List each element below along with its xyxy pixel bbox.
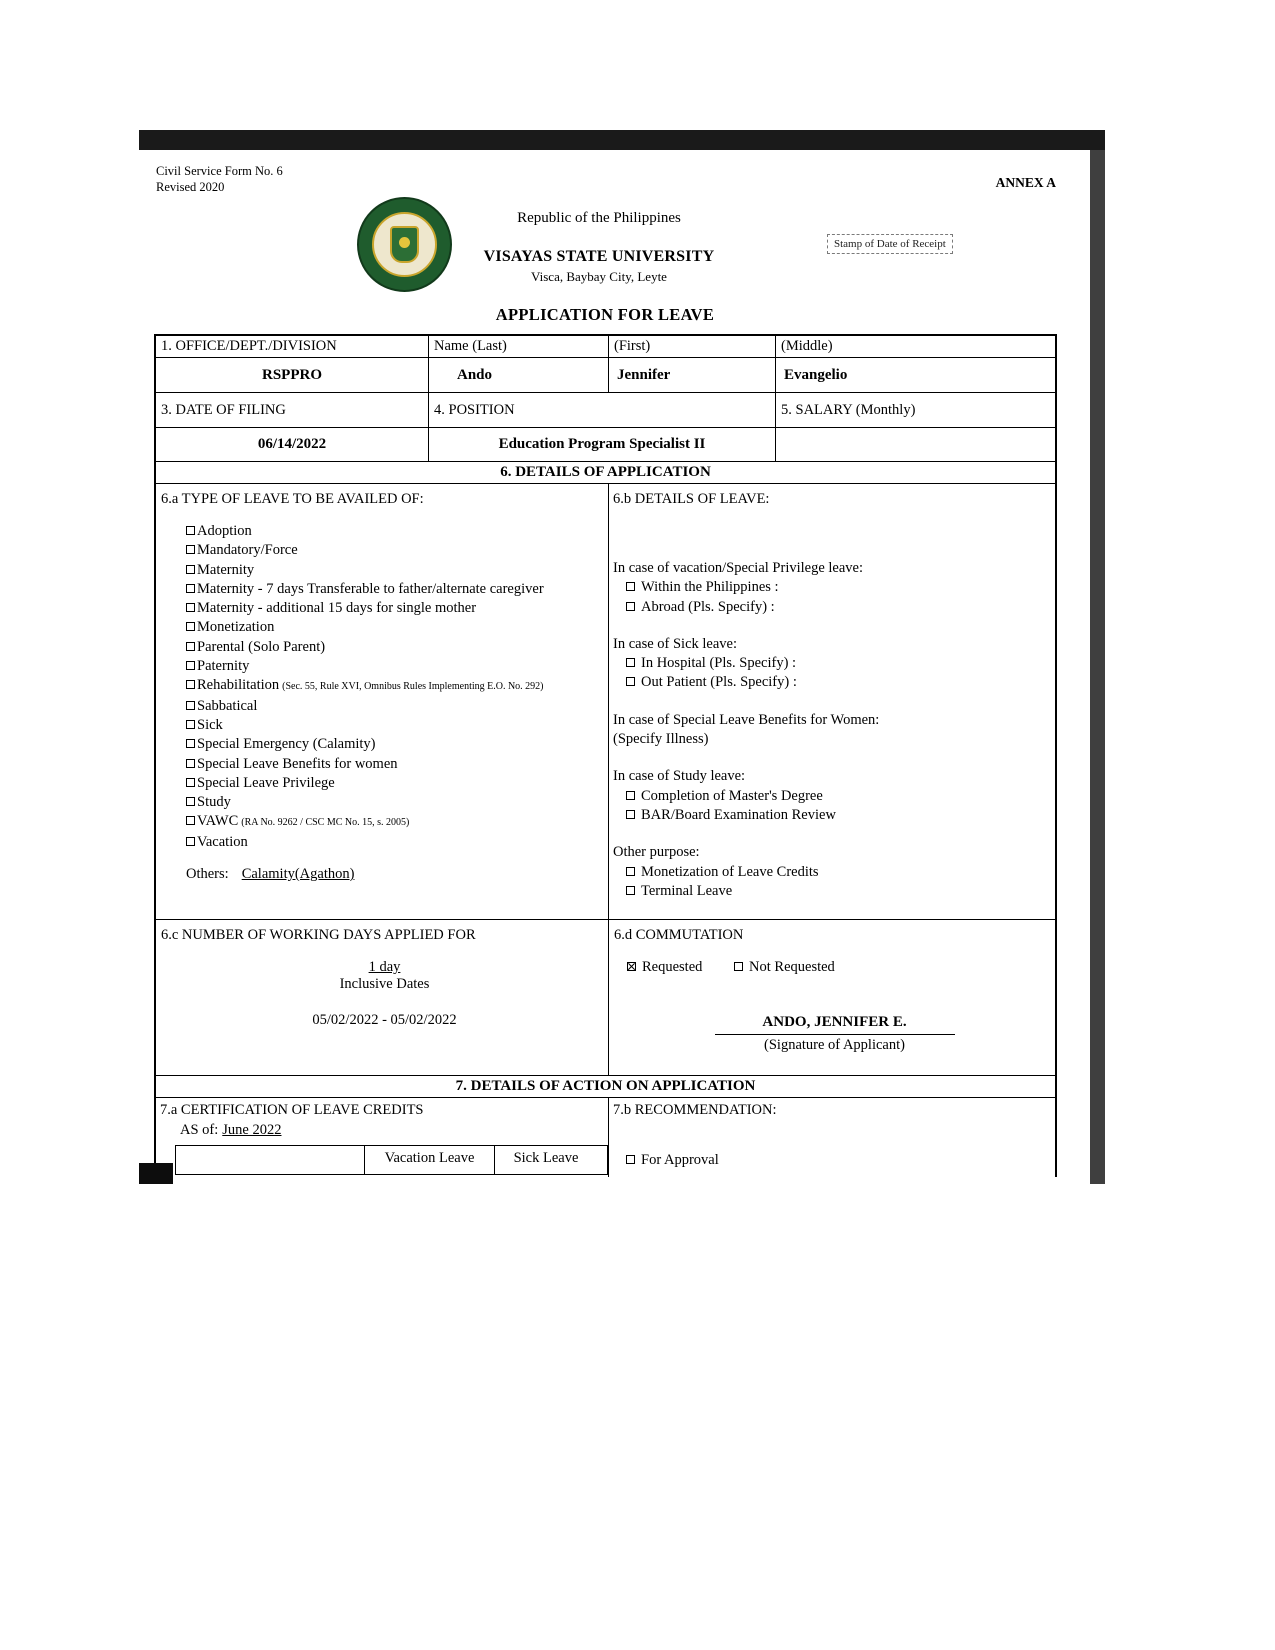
- name-middle-value: Evangelio: [775, 358, 1055, 392]
- detail-option-label: Completion of Master's Degree: [641, 787, 823, 804]
- section-7a: [156, 1098, 608, 1177]
- leave-type-item: [162, 833, 602, 852]
- recommendation-label: For Approval: [641, 1152, 719, 1168]
- page-edge-shadow: [1090, 150, 1105, 1184]
- as-of-label: AS of:: [180, 1122, 219, 1138]
- checkbox-icon[interactable]: [186, 816, 195, 825]
- leave-type-item: [162, 793, 602, 812]
- salary-value: [775, 428, 1055, 461]
- form-number: Civil Service Form No. 6: [156, 164, 283, 178]
- checkbox-icon[interactable]: [626, 886, 635, 895]
- university-name: VISAYAS STATE UNIVERSITY: [483, 248, 715, 265]
- letterhead: [389, 210, 809, 285]
- detail-option: [613, 598, 1047, 617]
- credits-col-sick: Sick Leave: [494, 1146, 597, 1174]
- checkbox-icon[interactable]: [626, 582, 635, 591]
- section-7a-title: 7.a CERTIFICATION OF LEAVE CREDITS: [160, 1102, 424, 1118]
- section7-header: 7. DETAILS OF ACTION ON APPLICATION: [156, 1075, 1055, 1097]
- annex-label: ANNEX A: [995, 175, 1056, 190]
- document-page: [139, 150, 1090, 1184]
- leave-type-label: Special Emergency (Calamity): [197, 736, 376, 753]
- others-value: Calamity(Agathon): [241, 866, 355, 883]
- bottom-dark-fragment: [139, 1163, 173, 1184]
- detail-option-label: BAR/Board Examination Review: [641, 806, 836, 823]
- section-7b: [608, 1098, 1055, 1177]
- form-number-block: [156, 163, 283, 195]
- checkbox-icon[interactable]: [186, 622, 195, 631]
- leave-type-item: [162, 618, 602, 637]
- checkbox-icon[interactable]: [186, 526, 195, 535]
- viewer-top-edge: [139, 130, 1105, 150]
- checkbox-icon[interactable]: [186, 642, 195, 651]
- leave-type-label: Special Leave Benefits for women: [197, 755, 398, 772]
- leave-type-label: Maternity - 7 days Transferable to father/alternate caregiver: [197, 580, 544, 597]
- form-title: APPLICATION FOR LEAVE: [495, 305, 715, 324]
- checkbox-icon[interactable]: [626, 791, 635, 800]
- inclusive-dates-value: 05/02/2022 - 05/02/2022: [312, 1012, 457, 1028]
- detail-option: [613, 673, 1047, 692]
- date-filing-value: 06/14/2022: [257, 436, 327, 452]
- leave-type-label: VAWC: [197, 813, 239, 830]
- leave-type-item: [162, 812, 602, 832]
- detail-option: [613, 882, 1047, 901]
- checkbox-icon[interactable]: [186, 701, 195, 710]
- detail-group-other: [613, 843, 1047, 901]
- leave-type-label: Maternity: [197, 561, 255, 578]
- checkbox-icon[interactable]: [186, 759, 195, 768]
- leave-type-item: [162, 522, 602, 541]
- leave-type-item: [162, 541, 602, 560]
- table-row: [156, 336, 1055, 357]
- leave-type-item: [162, 755, 602, 774]
- detail-group-heading: In case of vacation/Special Privilege leave:: [613, 560, 864, 576]
- leave-type-label: Parental (Solo Parent): [197, 638, 326, 655]
- checkbox-icon[interactable]: [626, 867, 635, 876]
- checkbox-icon[interactable]: [626, 658, 635, 667]
- leave-type-item: [162, 599, 602, 618]
- others-label: Others:: [186, 866, 229, 883]
- detail-option: [613, 787, 1047, 806]
- section6-header: 6. DETAILS OF APPLICATION: [156, 461, 1055, 483]
- others-line: [186, 866, 602, 883]
- checkbox-checked-icon[interactable]: [627, 962, 636, 971]
- university-address: Visca, Baybay City, Leyte: [531, 269, 667, 284]
- detail-option: [613, 578, 1047, 597]
- leave-type-label: Special Leave Privilege: [197, 774, 335, 791]
- detail-group-study: [613, 767, 1047, 825]
- table-row: [156, 357, 1055, 392]
- leave-type-label: Maternity - additional 15 days for single mother: [197, 600, 477, 617]
- detail-option: [613, 654, 1047, 673]
- working-days-value: 1 day: [368, 959, 401, 975]
- office-dept-label: 1. OFFICE/DEPT./DIVISION: [161, 338, 337, 354]
- commutation-options: [627, 959, 1055, 976]
- leave-type-note: (Sec. 55, Rule XVI, Omnibus Rules Implementing E.O. No. 292): [282, 681, 544, 693]
- leave-type-label: Rehabilitation: [197, 677, 280, 694]
- leave-credits-table: [175, 1145, 608, 1175]
- checkbox-icon[interactable]: [186, 837, 195, 846]
- name-last-value: Ando: [428, 358, 608, 392]
- checkbox-icon[interactable]: [186, 584, 195, 593]
- as-of-value: June 2022: [222, 1122, 282, 1138]
- form-revision: Revised 2020: [156, 180, 225, 194]
- leave-type-label: Study: [197, 794, 231, 811]
- leave-type-label: Paternity: [197, 658, 250, 675]
- name-middle-label: (Middle): [775, 336, 1055, 357]
- leave-type-note: (RA No. 9262 / CSC MC No. 15, s. 2005): [241, 817, 410, 829]
- leave-type-item: [162, 676, 602, 696]
- leave-type-list: [161, 522, 602, 852]
- leave-type-item: [162, 735, 602, 754]
- checkbox-icon[interactable]: [186, 565, 195, 574]
- date-filing-label: 3. DATE OF FILING: [161, 401, 286, 418]
- commutation-requested-option: [627, 959, 702, 975]
- leave-type-item: [162, 716, 602, 735]
- section-6a: [156, 484, 608, 919]
- detail-group-heading: In case of Special Leave Benefits for Women:: [613, 711, 880, 728]
- salary-label: 5. SALARY (Monthly): [775, 393, 1055, 427]
- section-6c-title: 6.c NUMBER OF WORKING DAYS APPLIED FOR: [161, 927, 476, 943]
- signature-caption: (Signature of Applicant): [764, 1037, 905, 1053]
- detail-option-label: Out Patient (Pls. Specify) :: [641, 674, 797, 691]
- credits-empty-header: [176, 1146, 364, 1174]
- section-6b: [608, 484, 1055, 919]
- detail-option: [613, 863, 1047, 882]
- checkbox-icon[interactable]: [626, 810, 635, 819]
- checkbox-icon[interactable]: [626, 1155, 635, 1164]
- section-7b-title: 7.b RECOMMENDATION:: [613, 1102, 777, 1118]
- leave-type-item: [162, 638, 602, 657]
- position-label: 4. POSITION: [428, 393, 775, 427]
- applicant-signature-name: ANDO, JENNIFER E.: [715, 1014, 955, 1035]
- not-requested-label: Not Requested: [749, 959, 835, 975]
- leave-type-label: Sick: [197, 716, 223, 733]
- leave-type-item: [162, 561, 602, 580]
- checkbox-icon[interactable]: [734, 962, 743, 971]
- checkbox-icon[interactable]: [626, 677, 635, 686]
- detail-option-label: Within the Philippines :: [641, 579, 779, 596]
- detail-group-heading: Other purpose:: [613, 844, 700, 861]
- checkbox-icon[interactable]: [186, 797, 195, 806]
- checkbox-icon[interactable]: [186, 720, 195, 729]
- checkbox-icon[interactable]: [186, 739, 195, 748]
- republic-line: Republic of the Philippines: [517, 210, 681, 226]
- credits-col-vacation: Vacation Leave: [364, 1146, 494, 1174]
- as-of-line: [180, 1122, 608, 1139]
- leave-type-item: [162, 774, 602, 793]
- detail-group-vacation: [613, 559, 1047, 617]
- section6-body-row: [156, 483, 1055, 919]
- leave-type-item: [162, 580, 587, 599]
- name-first-value: Jennifer: [608, 358, 775, 392]
- section-6a-title: 6.a TYPE OF LEAVE TO BE AVAILED OF:: [161, 491, 424, 507]
- checkbox-icon[interactable]: [186, 545, 195, 554]
- detail-group-heading: In case of Study leave:: [613, 768, 746, 785]
- detail-option-label: Terminal Leave: [641, 882, 733, 899]
- stamp-of-receipt-box: Stamp of Date of Receipt: [827, 234, 953, 254]
- section-6b-title: 6.b DETAILS OF LEAVE:: [613, 491, 770, 507]
- application-form-table: [154, 334, 1057, 1177]
- commutation-not-requested-option: [734, 959, 835, 975]
- section-6d: [608, 920, 1055, 1075]
- detail-option-label: Abroad (Pls. Specify) :: [641, 598, 775, 615]
- checkbox-icon[interactable]: [186, 778, 195, 787]
- section-6d-title: 6.d COMMUTATION: [614, 927, 744, 943]
- requested-label: Requested: [642, 959, 703, 975]
- checkbox-icon[interactable]: [186, 603, 195, 612]
- detail-group-heading: In case of Sick leave:: [613, 635, 738, 652]
- position-value: Education Program Specialist II: [428, 428, 775, 461]
- name-first-label: (First): [608, 336, 775, 357]
- signature-block: [614, 1014, 1055, 1054]
- recommendation-option: [626, 1152, 1055, 1169]
- checkbox-icon[interactable]: [186, 680, 195, 689]
- leave-type-label: Vacation: [197, 833, 248, 850]
- leave-type-item: [162, 657, 602, 676]
- leave-type-label: Monetization: [197, 619, 275, 636]
- leave-type-label: Mandatory/Force: [197, 542, 298, 559]
- section6-cd-row: [156, 919, 1055, 1075]
- table-row: [156, 427, 1055, 461]
- table-row: [156, 392, 1055, 427]
- detail-group-sick: [613, 635, 1047, 693]
- checkbox-icon[interactable]: [186, 661, 195, 670]
- document-header: [139, 150, 1090, 334]
- name-last-label: Name (Last): [428, 336, 608, 357]
- checkbox-icon[interactable]: [626, 602, 635, 611]
- section7-body-row: [156, 1097, 1055, 1177]
- detail-group-subheading: (Specify Illness): [613, 731, 709, 748]
- detail-group-women: [613, 711, 1047, 750]
- section-6c: [156, 920, 608, 1075]
- leave-type-label: Adoption: [197, 523, 252, 539]
- detail-option-label: Monetization of Leave Credits: [641, 863, 819, 880]
- detail-option-label: In Hospital (Pls. Specify) :: [641, 655, 797, 672]
- detail-option: [613, 806, 1047, 825]
- inclusive-dates-label: Inclusive Dates: [339, 976, 430, 992]
- office-value: RSPPRO: [262, 366, 322, 383]
- leave-type-item: [162, 697, 602, 716]
- leave-type-label: Sabbatical: [197, 697, 258, 714]
